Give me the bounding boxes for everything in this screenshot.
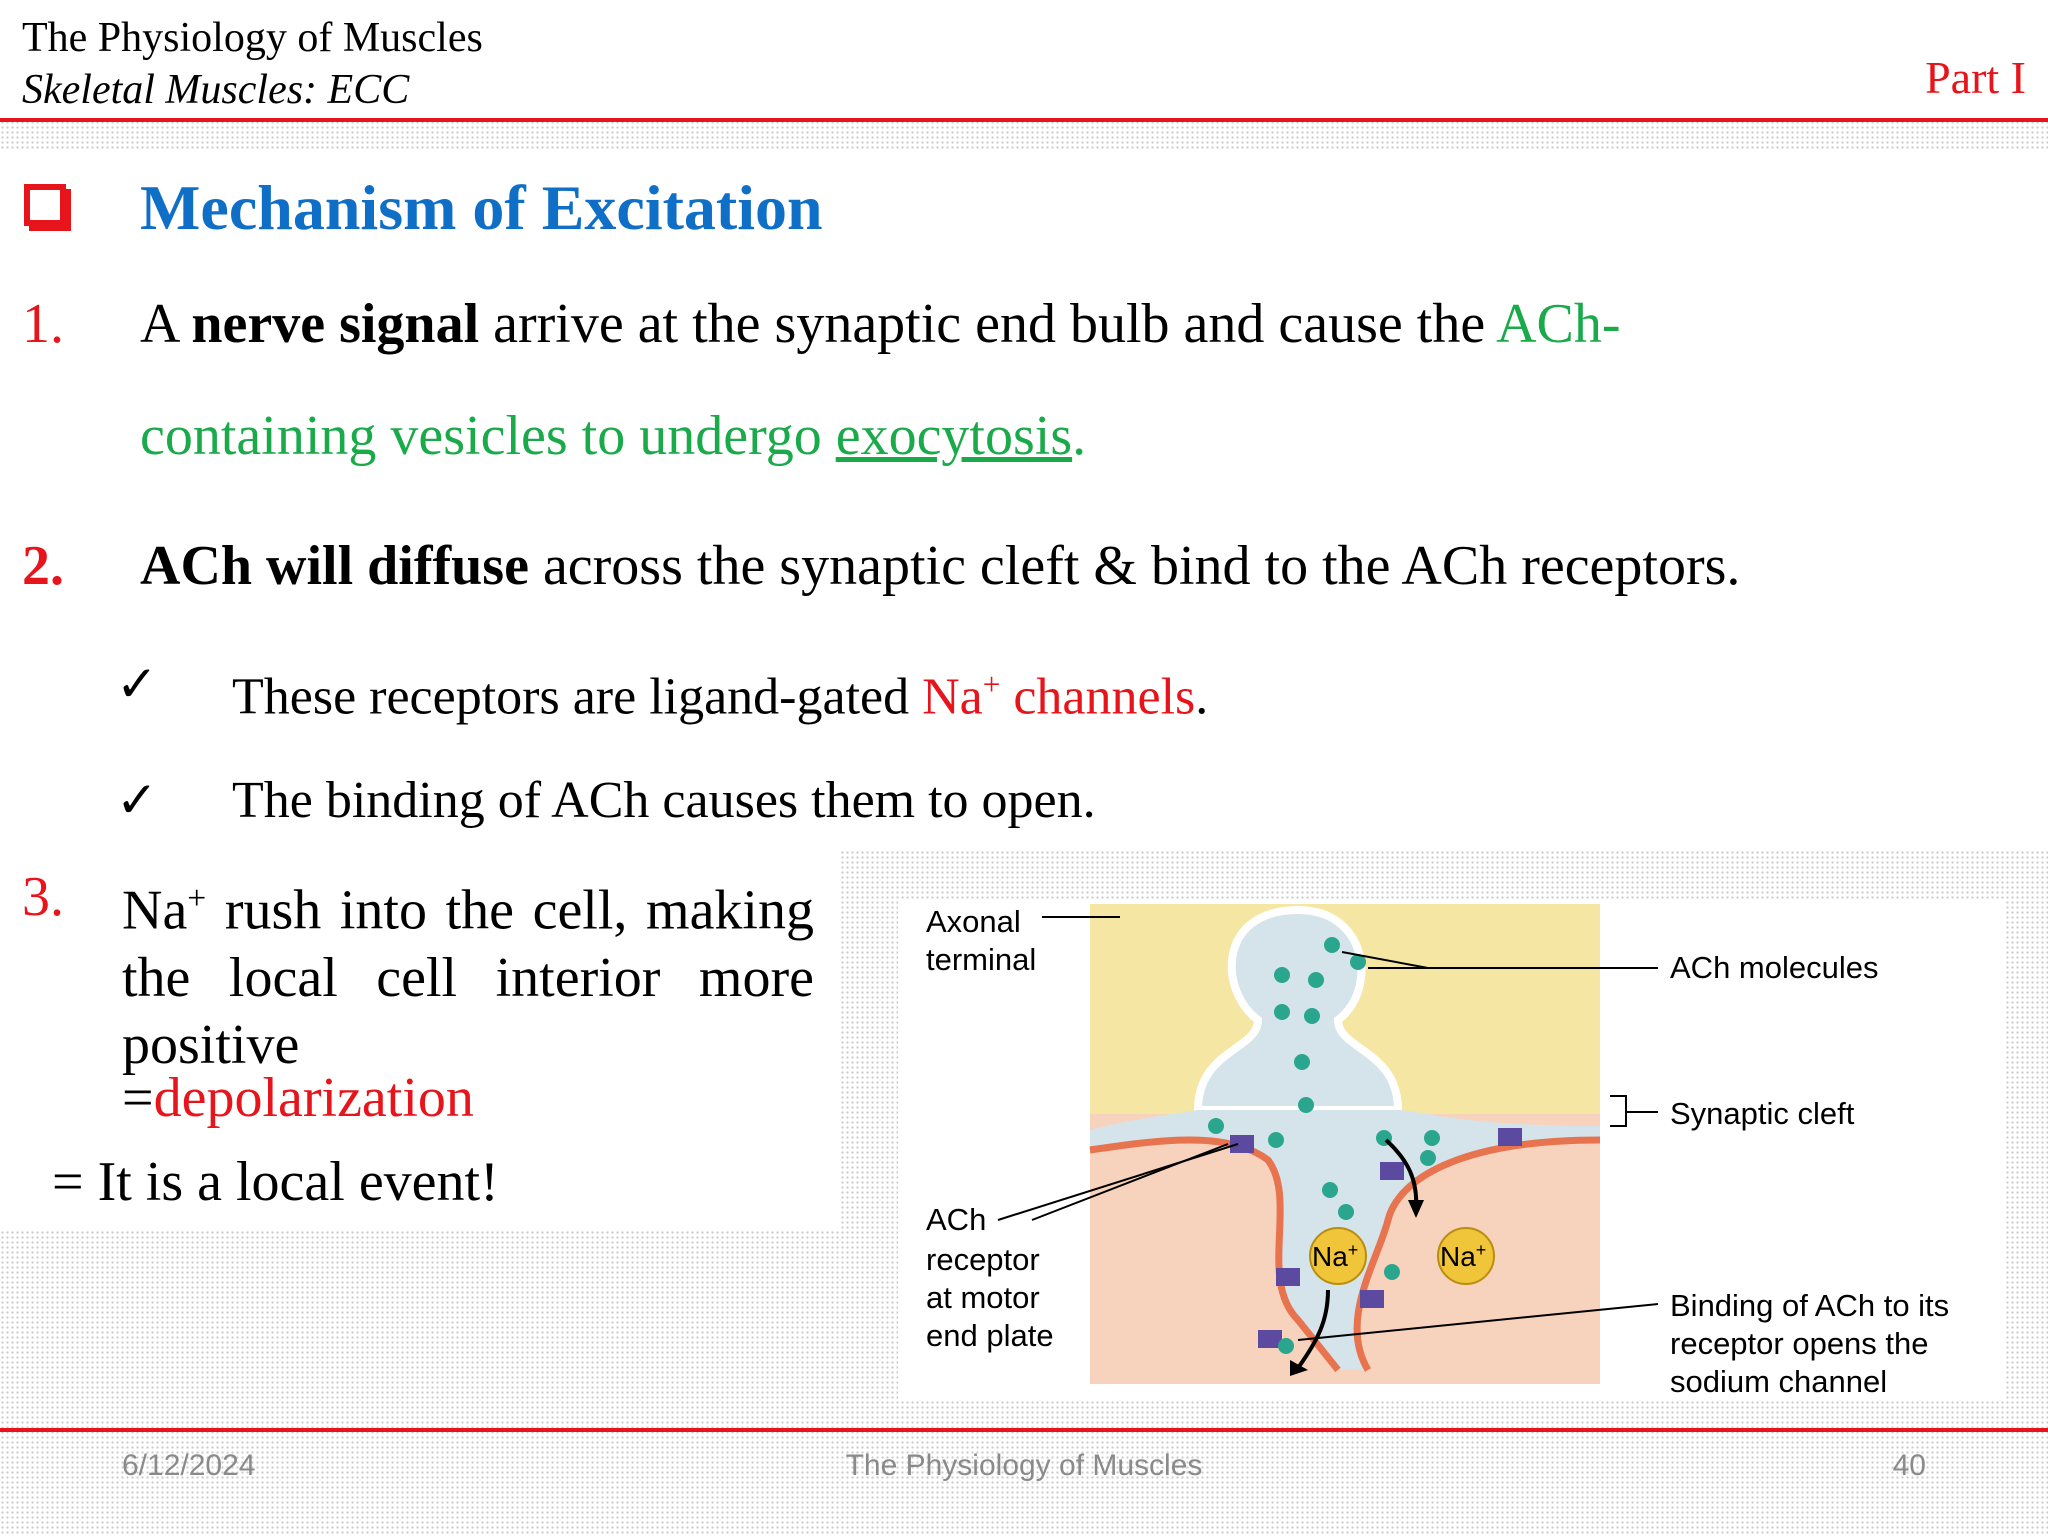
label-binding-2: receptor opens the <box>1670 1326 1929 1361</box>
point1-mid: arrive at the synaptic end bulb and cause the <box>479 293 1497 355</box>
header-subtitle: Skeletal Muscles: ECC <box>22 67 410 113</box>
label-receptor-1: ACh <box>926 1202 987 1237</box>
receptor <box>1276 1268 1300 1286</box>
sub1-end: . <box>1195 668 1209 726</box>
label-receptor-2: receptor <box>926 1242 1040 1277</box>
label-receptor-4: end plate <box>926 1318 1054 1353</box>
point3-text: rush into the cell, making the local cell interior more positive <box>122 879 814 1076</box>
label-ach-molecules: ACh molecules <box>1670 950 1879 985</box>
point3-eq: = <box>122 1067 154 1129</box>
receptor <box>1230 1135 1254 1153</box>
check-icon: ✓ <box>116 772 158 828</box>
point3-number: 3. <box>22 866 64 928</box>
label-binding-1: Binding of ACh to its <box>1670 1288 1950 1323</box>
header-rule <box>0 118 2048 122</box>
point2-line <box>140 534 1740 598</box>
point1-green2: containing vesicles to undergo <box>140 405 836 467</box>
point3-red: depolarization <box>153 1067 474 1129</box>
exocytosis-link[interactable]: exocytosis <box>835 405 1073 467</box>
sub1-na: Na <box>922 668 983 726</box>
slide-heading: Mechanism of Excitation <box>140 172 823 243</box>
na-label: Na+ <box>1440 1240 1487 1272</box>
footer-page: 40 <box>1892 1449 1926 1482</box>
point2-sub1 <box>232 656 1208 726</box>
receptor <box>1360 1290 1384 1308</box>
point1-end: . <box>1072 405 1087 467</box>
header-title: The Physiology of Muscles <box>22 15 483 61</box>
sub1-sup: + <box>982 667 1001 702</box>
header-part: Part I <box>1925 52 2026 103</box>
point2-sub2: The binding of ACh causes them to open. <box>232 772 1096 829</box>
point3-local: = It is a local event! <box>52 1151 499 1213</box>
point3-sup: + <box>187 880 207 917</box>
label-synaptic-cleft: Synaptic cleft <box>1670 1096 1855 1131</box>
label-binding-3: sodium channel <box>1670 1364 1888 1399</box>
footer-date: 6/12/2024 <box>122 1449 256 1482</box>
point2-bold: ACh will diffuse <box>140 535 529 597</box>
sub1-a: These receptors are ligand-gated <box>232 668 923 726</box>
point2-number: 2. <box>22 535 64 597</box>
point3-na: Na <box>122 879 188 942</box>
footer-rule <box>0 1428 2048 1432</box>
content-band <box>0 150 2048 850</box>
checkbox-bullet-icon <box>24 184 66 226</box>
check-icon: ✓ <box>116 656 158 712</box>
point1-line1 <box>140 292 1621 356</box>
na-label: Na+ <box>1312 1240 1359 1272</box>
point3-depol <box>122 1066 474 1130</box>
receptor <box>1498 1128 1522 1146</box>
point3-paragraph <box>122 865 814 1079</box>
label-receptor-3: at motor <box>926 1280 1040 1315</box>
footer-center: The Physiology of Muscles <box>845 1449 1203 1482</box>
point1-a: A <box>140 293 192 355</box>
point1-bold: nerve signal <box>191 293 480 355</box>
label-axonal-2: terminal <box>926 942 1037 977</box>
label-axonal-1: Axonal <box>926 904 1021 939</box>
receptor <box>1380 1162 1404 1180</box>
point2-rest: across the synaptic cleft & bind to the ACh receptors. <box>528 535 1741 597</box>
point1-green1: ACh- <box>1496 293 1621 355</box>
point1-number: 1. <box>22 293 64 355</box>
point1-line2 <box>140 404 1086 468</box>
sub1-channels: channels <box>1000 668 1196 726</box>
synapse-diagram <box>898 900 2004 1400</box>
cleft-bracket <box>1610 1096 1658 1126</box>
